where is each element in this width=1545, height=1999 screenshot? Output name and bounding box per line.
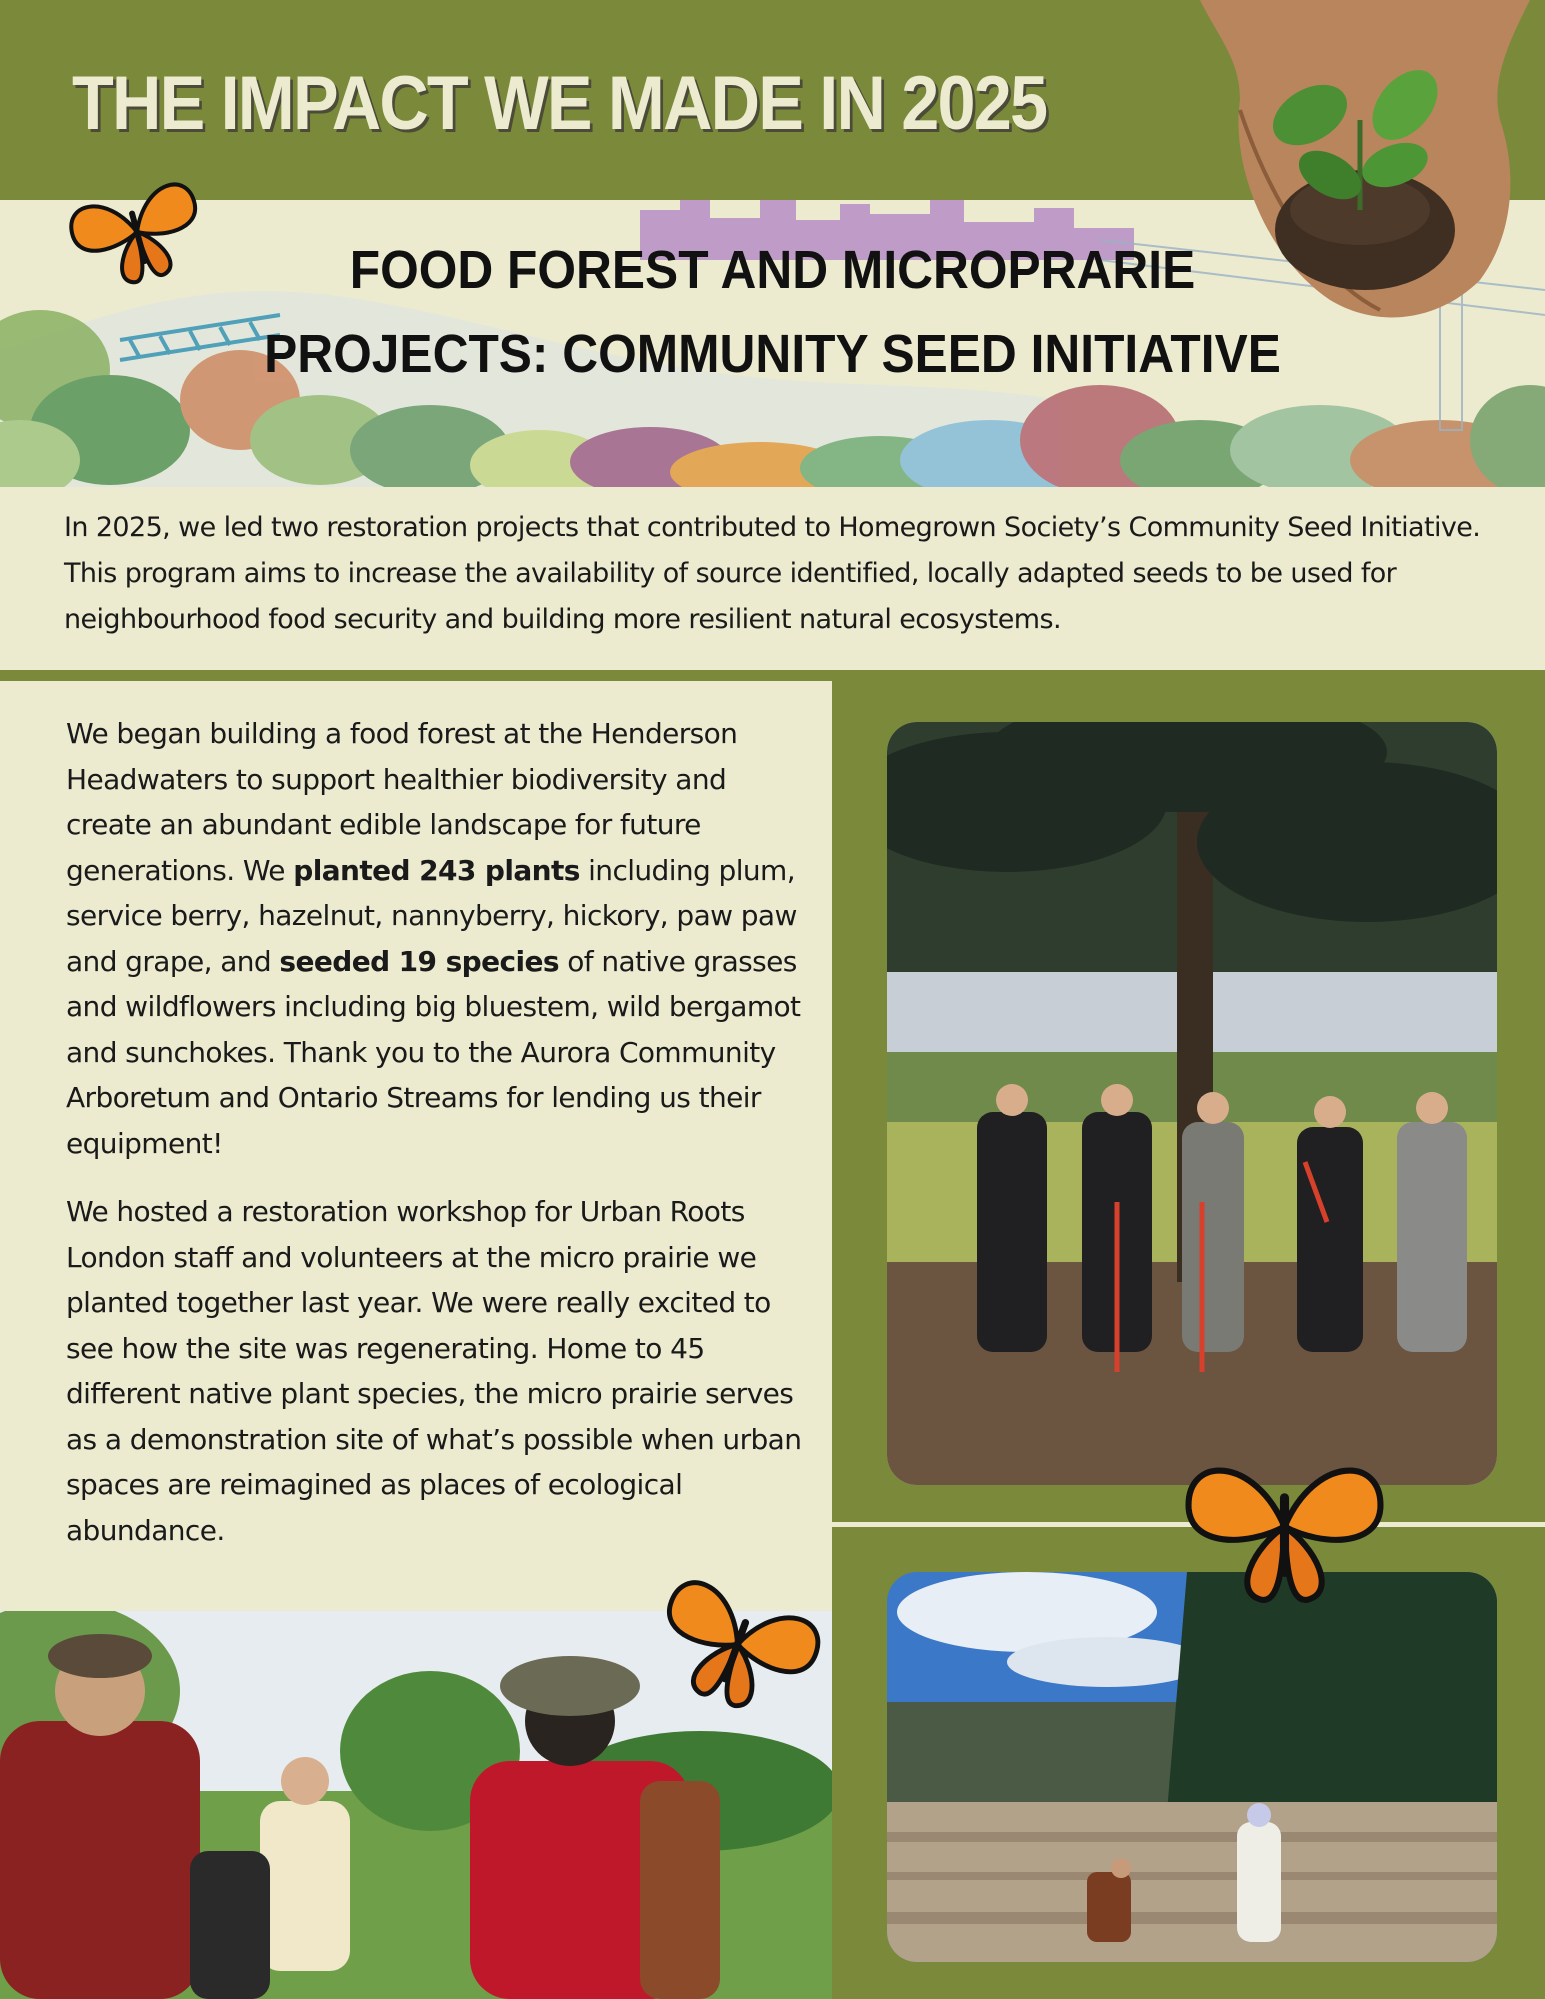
volunteer-crew-photo — [887, 722, 1497, 1485]
seeded-species-highlight: seeded 19 species — [279, 944, 559, 978]
planted-count-highlight: planted 243 plants — [293, 853, 580, 887]
banner-title-line-1: FOOD FOREST AND MICROPRARIE — [349, 240, 1196, 300]
text-panel — [0, 681, 832, 1611]
monarch-butterfly-icon — [640, 1575, 835, 1715]
intro-text: In 2025, we led two restoration projects that contributed to Homegrown Society’s Community Seed Initiative. This program aims to increase the availability of source identified, locally adapted seeds to be used for neighbourhood food security and building more resilient natural ecosystems. — [64, 512, 1481, 635]
monarch-butterfly-icon — [62, 175, 212, 290]
intro-section — [0, 487, 1545, 670]
seedling-in-hands-illustration — [1180, 0, 1545, 370]
micro-prairie-paragraph: We hosted a restoration workshop for Urban Roots London staff and volunteers at the micro prairie we planted together last year. We were really excited to see how the site was regenerating. Home to 45 different native plant species, the micro prairie serves as a demonstration site of what’s possible when urban spaces are reimagined as places of ecological abundance. — [66, 1195, 802, 1547]
monarch-butterfly-icon — [1122, 1440, 1447, 1615]
page-title: THE IMPACT WE MADE IN 2025 — [72, 61, 1047, 146]
meadow-seed-collecting-photo — [887, 1572, 1497, 1962]
section-divider — [0, 670, 1545, 681]
banner-title-line-2: PROJECTS: COMMUNITY SEED INITIATIVE — [264, 324, 1281, 384]
food-forest-paragraph: We began building a food forest at the Henderson Headwaters to support healthier biodiversity and create an abundant edible landscape for future generations. We planted 243 plants including plum, service berry, hazelnut, nannyberry, hickory, paw paw and grape, and seeded 19 species of native grasses and wildflowers including big bluestem, wild bergamot and sunchokes. Thank you to the Aurora Community Arboretum and Ontario Streams for lending us their equipment! — [66, 717, 801, 1160]
